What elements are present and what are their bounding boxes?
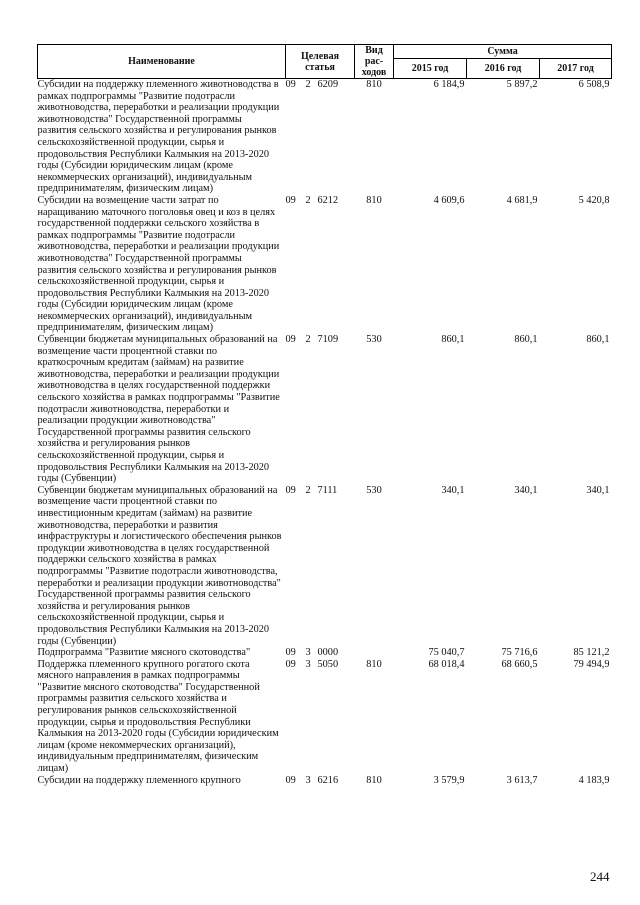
expense-type: 810 [366,774,382,786]
amount-2016: 4 681,9 [506,194,538,206]
amount-2016: 3 613,7 [506,774,538,786]
row-name: Субвенции бюджетам муниципальных образований на возмещение части процентной ставки по инвестиционным кредитам (займам) на развитие животноводства, переработки и развития инфраструктуры и логистического обеспечения рынков продукции животноводства в целях государственной поддержки сельского хозяйства в рамках подпрограммы "Развитие подотрасли животноводства, переработки и реализации продукции животноводства" Государственной программы развития сельского хозяйства и регулирования рынков сельскохозяйственной продукции, сырья и продовольствия Республики Калмыкия на 2013-2020 годы (Субвенции) [37,484,282,647]
amount-2015: 75 040,7 [428,647,465,659]
target-code-1: 09 [285,774,296,786]
header-target: Целевая статья [286,45,355,79]
target-code-2: 2 [305,484,311,496]
row-name: Поддержка племенного крупного рогатого скота мясного направления в рамках подпрограммы "Развитие мясного скотоводства" Государственной программы развития сельского хозяйства и регулирования рынков сельскохозяйственной продукции, сырья и продовольствия Республики Калмыкия на 2013-2020 годы (Субсидии юридическим лицам (кроме некоммерческих организаций), индивидуальным предпринимателям, физическим лицам) [37,658,279,775]
budget-document [37,44,611,786]
target-code-2: 3 [305,774,311,786]
amount-2015: 6 184,9 [433,79,465,90]
target-code-2: 2 [305,79,311,90]
target-code-1: 09 [285,647,296,659]
target-code-1: 09 [285,79,296,90]
budget-table [37,44,612,786]
row-name: Субсидии на поддержку племенного крупного [37,774,241,786]
table-body [38,79,612,787]
amount-2016: 860,1 [514,334,538,346]
expense-type: 530 [366,484,382,496]
amount-2016: 68 660,5 [501,658,538,670]
amount-2017: 6 508,9 [578,79,610,90]
page-number: 244 [590,869,610,884]
target-code-3: 7109 [317,334,339,346]
header-year-2015: 2015 год [394,59,467,79]
amount-2017: 85 121,2 [573,647,610,659]
row-name: Субвенции бюджетам муниципальных образований на возмещение части процентной ставки по краткосрочным кредитам (займам) на развитие животноводства, переработки и реализации продукции животноводства в целях государственной поддержки сельского хозяйства в рамках подпрограммы "Развитие подотрасли животноводства, переработки и реализации продукции животноводства" Государственной программы развития сельского хозяйства и регулирования рынков сельскохозяйственной продукции, сырья и продовольствия Республики Калмыкия на 2013-2020 годы (Субвенции) [37,334,280,485]
header-year-2016: 2016 год [467,59,540,79]
expense-type: 530 [366,334,382,346]
target-code-2: 3 [305,647,311,659]
amount-2017: 860,1 [586,334,610,346]
amount-2015: 340,1 [441,484,465,496]
header-year-2017: 2017 год [540,59,612,79]
amount-2017: 340,1 [586,484,610,496]
table-header [38,45,612,79]
amount-2016: 5 897,2 [506,79,538,90]
table-row [38,485,612,647]
row-name: Субсидии на поддержку племенного животноводства в рамках подпрограммы "Развитие подотрасли животноводства, переработки и реализации продукции животноводства" Государственной программы развития сельского хозяйства и регулирования рынков сельскохозяйственной продукции, сырья и продовольствия Республики Калмыкия на 2013-2020 годы (Субсидии юридическим лицам (кроме некоммерческих организаций), индивидуальным предпринимателям, физическим лицам) [37,79,280,195]
amount-2017: 79 494,9 [573,658,610,670]
amount-2015: 4 609,6 [433,194,465,206]
amount-2015: 3 579,9 [433,774,465,786]
target-code-3: 7111 [317,484,338,496]
target-code-3: 6209 [317,79,339,90]
expense-type: 810 [366,79,382,90]
amount-2017: 5 420,8 [578,194,610,206]
table-row [38,334,612,485]
table-row [38,195,612,334]
target-code-3: 6216 [317,774,339,786]
amount-2016: 75 716,6 [501,647,538,659]
target-code-3: 5050 [317,658,339,670]
row-name: Субсидии на возмещение части затрат по наращиванию маточного поголовья овец и коз в целях государственной поддержки сельского хозяйства в рамках подпрограммы "Развитие подотрасли животноводства, переработки и реализации продукции животноводства" Государственной программы развития сельского хозяйства и регулирования рынков сельскохозяйственной продукции, сырья и продовольствия Республики Калмыкия на 2013-2020 годы (Субсидии юридическим лицам (кроме некоммерческих организаций), индивидуальным предпринимателям, физическим лицам) [37,194,280,334]
target-code-2: 3 [305,658,311,670]
table-row [38,79,612,195]
target-code-1: 09 [285,658,296,670]
table-row [38,659,612,775]
expense-type [355,647,394,659]
header-name: Наименование [38,45,286,79]
amount-2015: 68 018,4 [428,658,465,670]
target-code-3: 0000 [317,647,339,659]
target-code-1: 09 [285,484,296,496]
header-sum: Сумма [394,45,612,59]
expense-type: 810 [366,658,382,670]
target-code-1: 09 [285,334,296,346]
header-vid: Вид рас-ходов [355,45,394,79]
expense-type: 810 [366,194,382,206]
target-code-2: 2 [305,334,311,346]
target-code-2: 2 [305,194,311,206]
amount-2017: 4 183,9 [578,774,610,786]
amount-2015: 860,1 [441,334,465,346]
amount-2016: 340,1 [514,484,538,496]
table-row [38,647,612,659]
target-code-3: 6212 [317,194,339,206]
target-code-1: 09 [285,194,296,206]
row-name: Подпрограмма "Развитие мясного скотоводства" [37,647,251,659]
table-row [38,775,612,787]
